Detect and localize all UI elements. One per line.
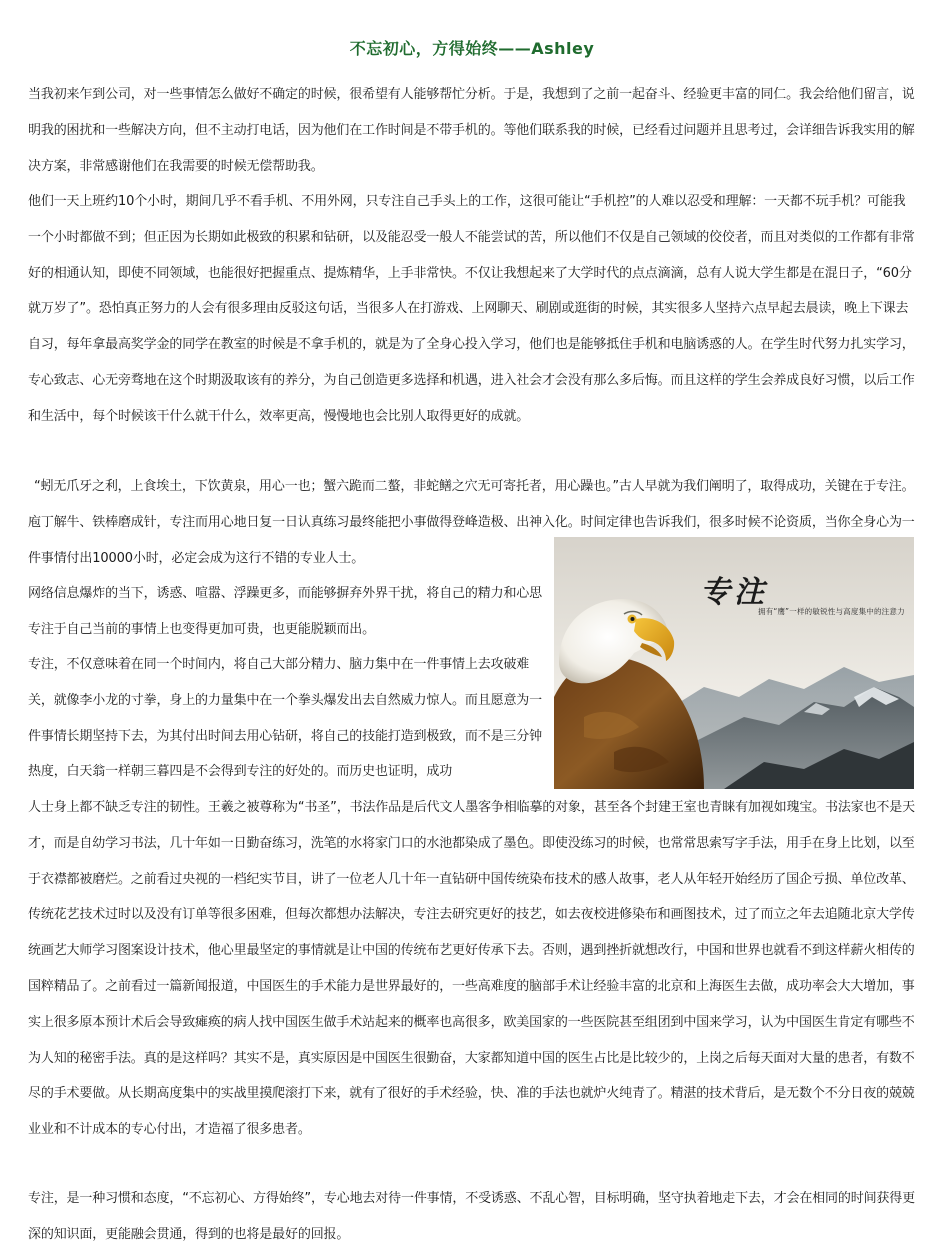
paragraph-1: 当我初来乍到公司，对一些事情怎么做好不确定的时候，很希望有人能够帮忙分析。于是，我想到了之前一起奋斗、经验更丰富的同仁。我会给他们留言，说明我的困扰和一些解决方向，但不主动打电话，因为他们在工作时间是不带手机的。等他们联系我的时候，已经看过问题并且思考过，会详细告诉我实用的解决方案，非常感谢他们在我需要的时候无偿帮助我。: [28, 87, 915, 174]
paragraph-2: 他们一天上班约10个小时，期间几乎不看手机、不用外网，只专注自己手头上的工作，这很可能让“手机控”的人难以忍受和理解：一天都不玩手机？可能我一个小时都做不到；但正因为长期如此极致的积累和钻研，以及能忍受一般人不能尝试的苦，所以他们不仅是自己领域的佼佼者，而且对类似的工作都有非常好的相通认知，即使不同领域，也能很好把握重点、提炼精华，上手非常快。不仅让我想起来了大学时代的点点滴滴，总有人说大学生都是在混日子，“60分就万岁了”。恐怕真正努力的人会有很多理由反驳这句话，当很多人在打游戏、上网聊天、刷剧或逛街的时候，其实很多人坚持六点早起去晨读，晚上下课去自习，每年拿最高奖学金的同学在教室的时候是不拿手机的，就是为了全身心投入学习，他们也是能够抵住手机和电脑诱惑的人。在学生时代努力扎实学习，专心致志、心无旁骛地在这个时期汲取该有的养分，为自己创造更多选择和机遇，进入社会才会没有那么多后悔。而且这样的学生会养成良好习惯，以后工作和生活中，每个时候该干什么就干什么，效率更高，慢慢地也会比别人取得更好的成就。: [28, 194, 915, 424]
paragraph-5-part-2: 人士身上都不缺乏专注的韧性。王羲之被尊称为“书圣”，书法作品是后代文人墨客争相临摹的对象，甚至各个封建王室也青睐有加视如瑰宝。书法家也不是天才，而是自幼学习书法，几十年如一日勤奋练习，洗笔的水将家门口的水池都染成了墨色。即使没练习的时候，也常常思索写字手法，用手在身上比划，以至于衣襟都被磨烂。之前看过央视的一档纪实节目，讲了一位老人几十年一直钻研中国传统染布技术的感人故事，老人从年轻开始经历了国企亏损、单位改革、传统花艺技术过时以及没有订单等很多困难，但每次都想办法解决，专注去研究更好的技艺，如去夜校进修染布和画图技术，过了而立之年去追随北京大学传统画艺大师学习图案设计技术，他心里最坚定的事情就是让中国的传统布艺更好传承下去。否则，遇到挫折就想改行，中国和世界也就看不到这样薪火相传的国粹精品了。之前看过一篇新闻报道，中国医生的手术能力是世界最好的，一些高难度的脑部手术让经验丰富的北京和上海医生去做，成功率会大大增加，事实上很多原本预计术后会导致瘫痪的病人找中国医生做手术站起来的概率也高很多，欧美国家的一些医院甚至组团到中国来学习，认为中国医生肯定有哪些不为人知的秘密手法。真的是这样吗？其实不是，真实原因是中国医生很勤奋，大家都知道中国的医生占比是比较少的，上岗之后每天面对大量的患者，有数不尽的手术要做。从长期高度集中的实战里摸爬滚打下来，就有了很好的手术经验，快、准的手法也就炉火纯青了。精湛的技术背后，是无数个不分日夜的兢兢业业和不计成本的专心付出，才造福了很多患者。: [28, 800, 915, 1138]
calligraphy-title: 专注: [700, 575, 768, 610]
paragraph-6: 专注，是一种习惯和态度，“不忘初心、方得始终”，专心地去对待一件事情，不受诱惑、不乱心智，目标明确，坚守执着地走下去，才会在相同的时间获得更深的知识面，更能融会贯通，得到的也将是最好的回报。: [28, 1191, 915, 1242]
paragraph-4: 网络信息爆炸的当下，诱惑、喧嚣、浮躁更多，而能够摒弃外界干扰，将自己的精力和心思专注于自己当前的事情上也变得更加可贵，也更能脱颖而出。: [28, 586, 543, 637]
paragraph-5-part-1: 专注，不仅意味着在同一个时间内，将自己大部分精力、脑力集中在一件事情上去攻破难关，就像李小龙的寸拳，身上的力量集中在一个拳头爆发出去自然威力惊人。而且愿意为一件事情长期坚持下去，为其付出时间去用心钻研，将自己的技能打造到极致，而不是三分钟热度，白天翁一样朝三暮四是不会得到专注的好处的。而历史也证明，成功: [28, 657, 543, 780]
paragraph-3: “蚓无爪牙之利，上食埃土，下饮黄泉，用心一也；蟹六跪而二螯，非蛇鳝之穴无可寄托者，用心躁也。”古人早就为我们阐明了，取得成功，关键在于专注。庖丁解牛、铁棒磨成针，专注而用心地日复一日认真练习最终能把小事做得登峰造极、出神入化。时间定律也告诉我们，很多时候不论资质，当你全身心为一件事情付出10000小时，必定会成为这行不错的专业人士。: [28, 479, 915, 566]
article-title: 不忘初心，方得始终——Ashley: [349, 39, 595, 58]
calligraphy-caption: 拥有“鹰”一样的敏锐性与高度集中的注意力: [758, 607, 905, 616]
eagle-illustration: [554, 537, 914, 789]
